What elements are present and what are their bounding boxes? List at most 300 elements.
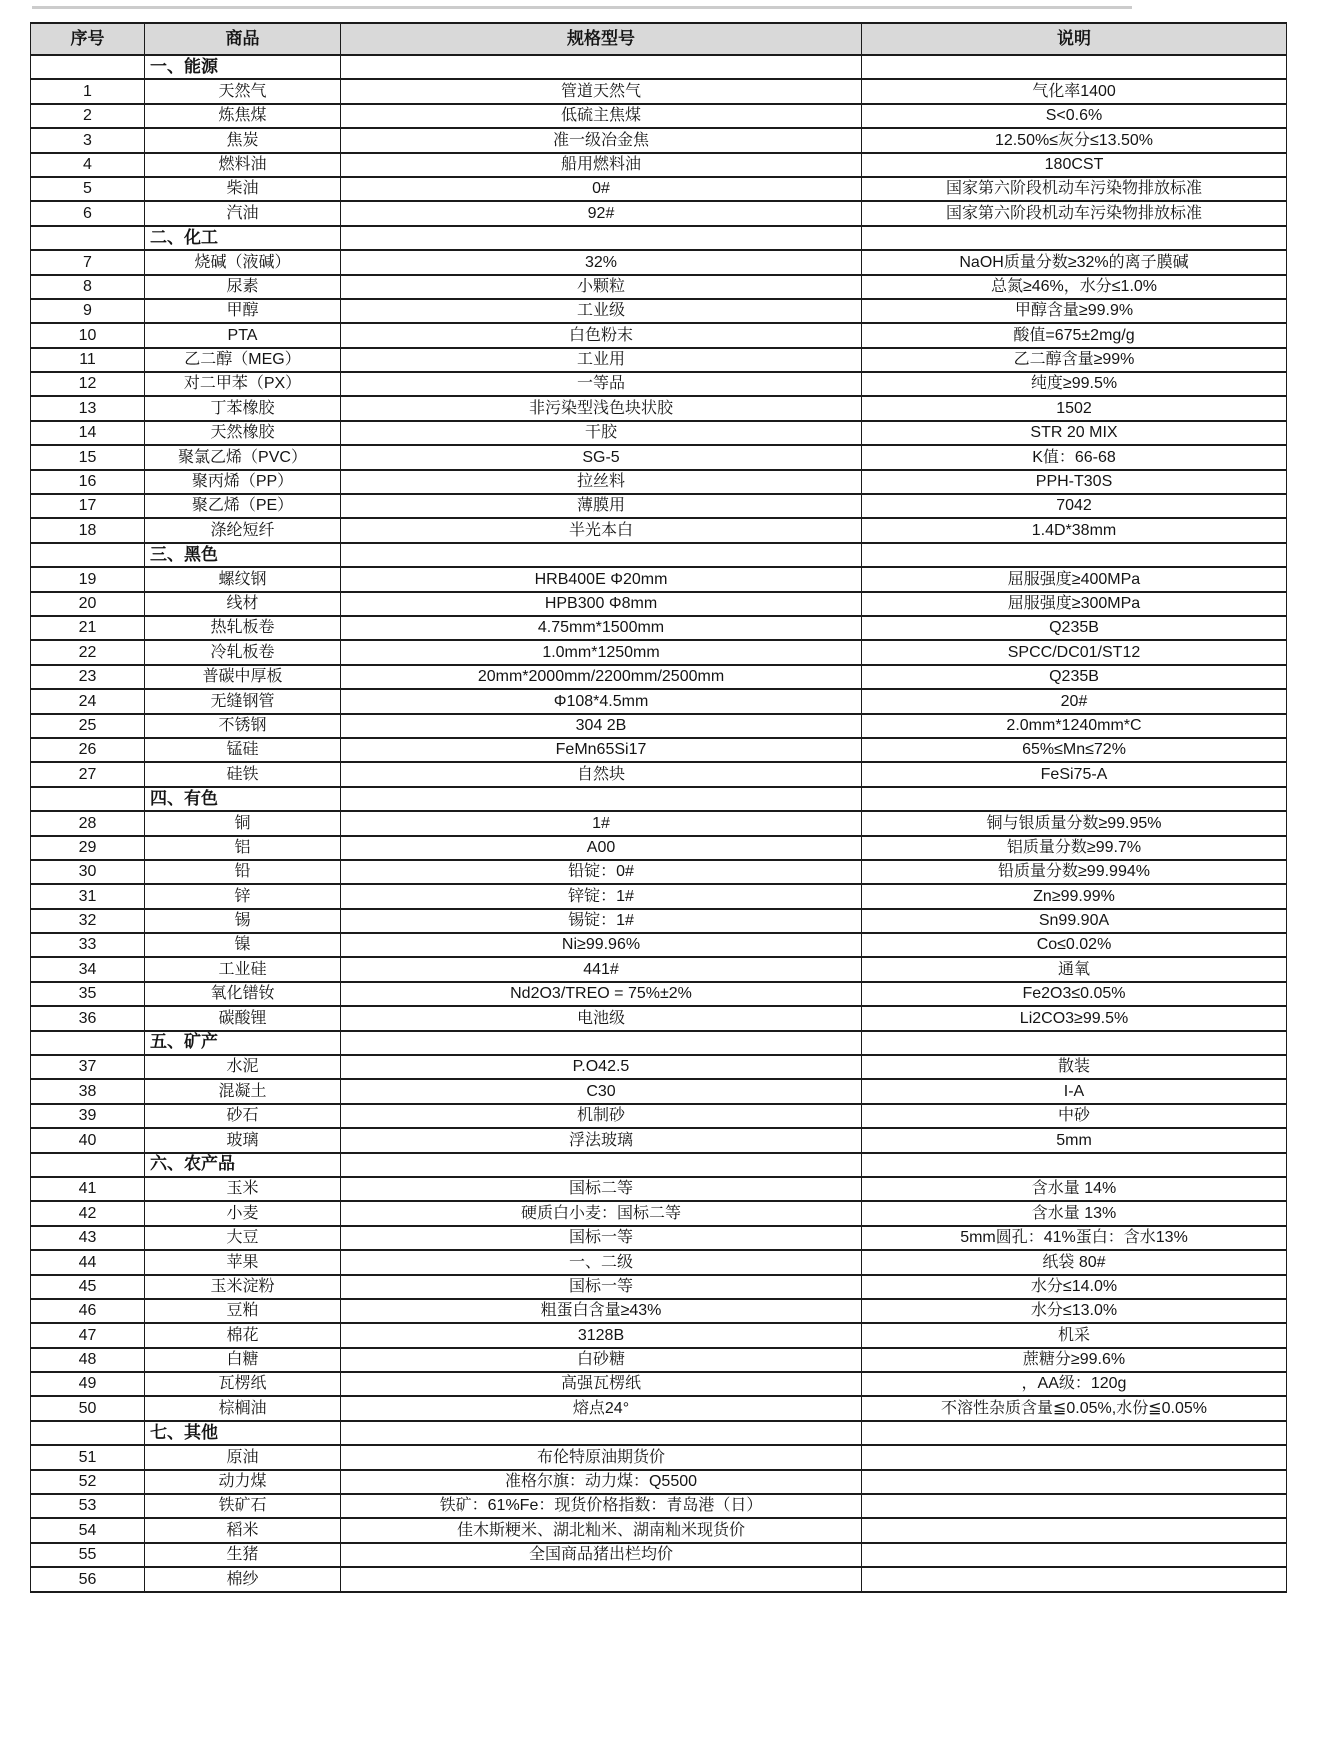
cell-spec: 薄膜用: [341, 494, 862, 518]
cell-desc-empty: [862, 226, 1287, 250]
cell-commodity: 燃料油: [145, 153, 341, 177]
table-row: [31, 201, 1287, 225]
cell-serial: 56: [31, 1567, 145, 1591]
table-row: [31, 909, 1287, 933]
cell-desc-empty: [862, 55, 1287, 79]
cell-serial: 36: [31, 1006, 145, 1030]
cell-spec: 管道天然气: [341, 79, 862, 103]
cell-spec: 1.0mm*1250mm: [341, 640, 862, 664]
cell-serial: 17: [31, 494, 145, 518]
cell-desc: 水分≤14.0%: [862, 1275, 1287, 1299]
table-row: [31, 982, 1287, 1006]
cell-spec-empty: [341, 787, 862, 811]
table-row: [31, 1396, 1287, 1420]
cell-serial: 14: [31, 421, 145, 445]
cell-serial: 2: [31, 104, 145, 128]
cell-serial: 19: [31, 567, 145, 591]
table-row: [31, 1250, 1287, 1274]
header-row: [31, 23, 1287, 55]
table-row: [31, 665, 1287, 689]
cell-commodity: 尿素: [145, 275, 341, 299]
cell-spec: 304 2B: [341, 714, 862, 738]
table-row: [31, 1543, 1287, 1567]
cell-desc: Co≤0.02%: [862, 933, 1287, 957]
cell-spec: 浮法玻璃: [341, 1128, 862, 1152]
cell-desc: 1.4D*38mm: [862, 518, 1287, 542]
cell-serial: 37: [31, 1055, 145, 1079]
cell-spec: 干胶: [341, 421, 862, 445]
cell-commodity: 硅铁: [145, 762, 341, 786]
cell-desc: [862, 1543, 1287, 1567]
header-serial: 序号: [31, 23, 145, 55]
cell-serial-empty: [31, 787, 145, 811]
table-row: [31, 177, 1287, 201]
table-row: [31, 1372, 1287, 1396]
cell-desc: ，AA级：120g: [862, 1372, 1287, 1396]
cell-commodity: 线材: [145, 592, 341, 616]
cell-serial: 31: [31, 884, 145, 908]
cell-commodity: 锰硅: [145, 738, 341, 762]
table-row: [31, 153, 1287, 177]
cell-spec: 电池级: [341, 1006, 862, 1030]
table-row: [31, 299, 1287, 323]
cell-serial: 40: [31, 1128, 145, 1152]
section-row: [31, 543, 1287, 567]
section-label: 五、矿产: [145, 1031, 341, 1055]
table-row: [31, 592, 1287, 616]
cell-serial: 28: [31, 811, 145, 835]
cell-serial: 5: [31, 177, 145, 201]
cell-serial: 21: [31, 616, 145, 640]
cell-commodity: 铅: [145, 860, 341, 884]
cell-spec: Nd2O3/TREO = 75%±2%: [341, 982, 862, 1006]
table-row: [31, 1494, 1287, 1518]
cell-serial: 3: [31, 128, 145, 152]
cell-spec: HRB400E Φ20mm: [341, 567, 862, 591]
table-row: [31, 1445, 1287, 1469]
cell-spec: 铁矿：61%Fe：现货价格指数：青岛港（日）: [341, 1494, 862, 1518]
cell-desc: 铝质量分数≥99.7%: [862, 836, 1287, 860]
cell-commodity: 白糖: [145, 1348, 341, 1372]
cell-serial: 53: [31, 1494, 145, 1518]
cell-desc: 5mm圆孔：41%蛋白：含水13%: [862, 1226, 1287, 1250]
cell-commodity: 汽油: [145, 201, 341, 225]
cell-serial: 34: [31, 957, 145, 981]
table-row: [31, 714, 1287, 738]
cell-serial: 55: [31, 1543, 145, 1567]
cell-commodity: 柴油: [145, 177, 341, 201]
cell-desc: [862, 1494, 1287, 1518]
cell-serial: 33: [31, 933, 145, 957]
cell-commodity: 动力煤: [145, 1470, 341, 1494]
cell-commodity: 砂石: [145, 1104, 341, 1128]
cell-serial: 51: [31, 1445, 145, 1469]
cell-desc: NaOH质量分数≥32%的离子膜碱: [862, 250, 1287, 274]
cell-serial: 46: [31, 1299, 145, 1323]
cell-spec: 国标一等: [341, 1275, 862, 1299]
cell-desc: 蔗糖分≥99.6%: [862, 1348, 1287, 1372]
cell-desc: 7042: [862, 494, 1287, 518]
cell-desc: 铅质量分数≥99.994%: [862, 860, 1287, 884]
cell-spec: 准一级冶金焦: [341, 128, 862, 152]
cell-serial: 1: [31, 79, 145, 103]
cell-desc: 65%≤Mn≤72%: [862, 738, 1287, 762]
cell-desc: 气化率1400: [862, 79, 1287, 103]
cell-commodity: 棉花: [145, 1323, 341, 1347]
cell-serial: 54: [31, 1518, 145, 1542]
cell-serial: 15: [31, 445, 145, 469]
cell-desc: 纸袋 80#: [862, 1250, 1287, 1274]
cell-commodity: 生猪: [145, 1543, 341, 1567]
table-row: [31, 250, 1287, 274]
section-row: [31, 1153, 1287, 1177]
cell-spec: 小颗粒: [341, 275, 862, 299]
cell-desc: STR 20 MIX: [862, 421, 1287, 445]
cell-spec: 铅锭：0#: [341, 860, 862, 884]
cell-commodity: 铝: [145, 836, 341, 860]
table-row: [31, 640, 1287, 664]
cell-commodity: 瓦楞纸: [145, 1372, 341, 1396]
cell-spec: 1#: [341, 811, 862, 835]
cell-commodity: 聚乙烯（PE）: [145, 494, 341, 518]
cell-serial: 9: [31, 299, 145, 323]
table-row: [31, 128, 1287, 152]
cell-serial: 10: [31, 323, 145, 347]
cell-desc: S<0.6%: [862, 104, 1287, 128]
section-row: [31, 55, 1287, 79]
table-row: [31, 1055, 1287, 1079]
cell-commodity: 苹果: [145, 1250, 341, 1274]
cell-spec-empty: [341, 55, 862, 79]
cell-spec: 全国商品猪出栏均价: [341, 1543, 862, 1567]
cell-commodity: 铜: [145, 811, 341, 835]
cell-desc: PPH-T30S: [862, 470, 1287, 494]
cell-serial: 35: [31, 982, 145, 1006]
cell-desc: 不溶性杂质含量≦0.05%,水份≦0.05%: [862, 1396, 1287, 1420]
cell-serial: 8: [31, 275, 145, 299]
table-row: [31, 1275, 1287, 1299]
cell-spec: 粗蛋白含量≥43%: [341, 1299, 862, 1323]
cell-serial: 18: [31, 518, 145, 542]
cell-desc: Fe2O3≤0.05%: [862, 982, 1287, 1006]
cell-spec: Ni≥99.96%: [341, 933, 862, 957]
cell-commodity: 氧化镨钕: [145, 982, 341, 1006]
section-label: 七、其他: [145, 1421, 341, 1445]
header-desc: 说明: [862, 23, 1287, 55]
cell-spec: 国标一等: [341, 1226, 862, 1250]
cell-commodity: 热轧板卷: [145, 616, 341, 640]
header-spec: 规格型号: [341, 23, 862, 55]
cell-serial: 4: [31, 153, 145, 177]
section-label: 六、农产品: [145, 1153, 341, 1177]
cell-commodity: 螺纹钢: [145, 567, 341, 591]
table-row: [31, 1226, 1287, 1250]
cell-commodity: 稻米: [145, 1518, 341, 1542]
cell-spec: 布伦特原油期货价: [341, 1445, 862, 1469]
cell-commodity: 无缝钢管: [145, 689, 341, 713]
table-row: [31, 1128, 1287, 1152]
cell-serial: 16: [31, 470, 145, 494]
cell-serial-empty: [31, 543, 145, 567]
scan-artifact-line: [32, 6, 1132, 9]
cell-serial-empty: [31, 1031, 145, 1055]
cell-serial: 29: [31, 836, 145, 860]
cell-desc: 通氧: [862, 957, 1287, 981]
cell-commodity: 玻璃: [145, 1128, 341, 1152]
cell-commodity: 锡: [145, 909, 341, 933]
cell-desc: 含水量 13%: [862, 1201, 1287, 1225]
cell-spec: 硬质白小麦：国标二等: [341, 1201, 862, 1225]
cell-serial: 44: [31, 1250, 145, 1274]
cell-spec: 工业用: [341, 348, 862, 372]
commodity-spec-table: [30, 22, 1287, 1593]
cell-commodity: 混凝土: [145, 1079, 341, 1103]
cell-spec-empty: [341, 1031, 862, 1055]
cell-commodity: 铁矿石: [145, 1494, 341, 1518]
section-label: 一、能源: [145, 55, 341, 79]
table-row: [31, 738, 1287, 762]
cell-commodity: 聚丙烯（PP）: [145, 470, 341, 494]
cell-desc: 含水量 14%: [862, 1177, 1287, 1201]
cell-serial: 39: [31, 1104, 145, 1128]
cell-desc-empty: [862, 1031, 1287, 1055]
cell-serial: 52: [31, 1470, 145, 1494]
header-commodity: 商品: [145, 23, 341, 55]
table-row: [31, 933, 1287, 957]
cell-commodity: 天然橡胶: [145, 421, 341, 445]
table-row: [31, 811, 1287, 835]
cell-serial: 20: [31, 592, 145, 616]
cell-commodity: 豆粕: [145, 1299, 341, 1323]
cell-spec: 非污染型浅色块状胶: [341, 396, 862, 420]
table-row: [31, 762, 1287, 786]
table-row: [31, 1348, 1287, 1372]
cell-desc: [862, 1470, 1287, 1494]
cell-commodity: 锌: [145, 884, 341, 908]
section-label: 三、黑色: [145, 543, 341, 567]
cell-serial-empty: [31, 226, 145, 250]
cell-spec: SG-5: [341, 445, 862, 469]
cell-desc: 中砂: [862, 1104, 1287, 1128]
cell-spec: 低硫主焦煤: [341, 104, 862, 128]
cell-desc: K值：66-68: [862, 445, 1287, 469]
cell-spec: 白砂糖: [341, 1348, 862, 1372]
cell-desc: 1502: [862, 396, 1287, 420]
cell-spec-empty: [341, 543, 862, 567]
cell-serial: 42: [31, 1201, 145, 1225]
table-row: [31, 616, 1287, 640]
table-row: [31, 1201, 1287, 1225]
cell-spec: A00: [341, 836, 862, 860]
section-row: [31, 787, 1287, 811]
cell-serial: 12: [31, 372, 145, 396]
cell-spec-empty: [341, 226, 862, 250]
table-row: [31, 836, 1287, 860]
cell-commodity: 涤纶短纤: [145, 518, 341, 542]
cell-desc: FeSi75-A: [862, 762, 1287, 786]
cell-serial: 41: [31, 1177, 145, 1201]
cell-desc: 机采: [862, 1323, 1287, 1347]
cell-desc: 20#: [862, 689, 1287, 713]
cell-desc: Q235B: [862, 616, 1287, 640]
cell-serial: 38: [31, 1079, 145, 1103]
cell-desc: 屈服强度≥300MPa: [862, 592, 1287, 616]
cell-serial: 22: [31, 640, 145, 664]
cell-desc: 12.50%≤灰分≤13.50%: [862, 128, 1287, 152]
cell-commodity: 玉米: [145, 1177, 341, 1201]
cell-commodity: 玉米淀粉: [145, 1275, 341, 1299]
table-row: [31, 470, 1287, 494]
cell-serial: 32: [31, 909, 145, 933]
section-row: [31, 1421, 1287, 1445]
cell-desc: I-A: [862, 1079, 1287, 1103]
table-row: [31, 1079, 1287, 1103]
cell-desc: 5mm: [862, 1128, 1287, 1152]
cell-desc: 总氮≥46%，水分≤1.0%: [862, 275, 1287, 299]
cell-commodity: 丁苯橡胶: [145, 396, 341, 420]
cell-desc: 铜与银质量分数≥99.95%: [862, 811, 1287, 835]
cell-serial: 25: [31, 714, 145, 738]
cell-spec: 高强瓦楞纸: [341, 1372, 862, 1396]
cell-serial: 13: [31, 396, 145, 420]
cell-serial-empty: [31, 1153, 145, 1177]
cell-desc: 国家第六阶段机动车污染物排放标准: [862, 201, 1287, 225]
table-row: [31, 1006, 1287, 1030]
section-label: 四、有色: [145, 787, 341, 811]
table-row: [31, 1470, 1287, 1494]
cell-spec: 32%: [341, 250, 862, 274]
table-row: [31, 348, 1287, 372]
cell-desc: 散装: [862, 1055, 1287, 1079]
section-row: [31, 226, 1287, 250]
table-row: [31, 1567, 1287, 1591]
cell-spec: 0#: [341, 177, 862, 201]
cell-serial: 49: [31, 1372, 145, 1396]
cell-commodity: 甲醇: [145, 299, 341, 323]
cell-desc: Zn≥99.99%: [862, 884, 1287, 908]
cell-desc: SPCC/DC01/ST12: [862, 640, 1287, 664]
cell-desc: 乙二醇含量≥99%: [862, 348, 1287, 372]
cell-spec: P.O42.5: [341, 1055, 862, 1079]
cell-commodity: 原油: [145, 1445, 341, 1469]
table-row: [31, 79, 1287, 103]
table-row: [31, 104, 1287, 128]
cell-serial: 24: [31, 689, 145, 713]
cell-commodity: 工业硅: [145, 957, 341, 981]
cell-commodity: 棉纱: [145, 1567, 341, 1591]
cell-desc-empty: [862, 1153, 1287, 1177]
cell-commodity: 乙二醇（MEG）: [145, 348, 341, 372]
cell-serial: 43: [31, 1226, 145, 1250]
cell-spec-empty: [341, 1153, 862, 1177]
cell-serial: 6: [31, 201, 145, 225]
section-label: 二、化工: [145, 226, 341, 250]
cell-desc: Li2CO3≥99.5%: [862, 1006, 1287, 1030]
table-row: [31, 860, 1287, 884]
cell-serial: 30: [31, 860, 145, 884]
cell-spec: 工业级: [341, 299, 862, 323]
table-row: [31, 689, 1287, 713]
cell-desc-empty: [862, 1421, 1287, 1445]
cell-desc: 180CST: [862, 153, 1287, 177]
cell-spec-empty: [341, 1421, 862, 1445]
cell-desc: 屈服强度≥400MPa: [862, 567, 1287, 591]
table-row: [31, 275, 1287, 299]
cell-commodity: 天然气: [145, 79, 341, 103]
cell-spec: 自然块: [341, 762, 862, 786]
cell-commodity: 棕榈油: [145, 1396, 341, 1420]
cell-commodity: 炼焦煤: [145, 104, 341, 128]
cell-spec: 白色粉末: [341, 323, 862, 347]
cell-commodity: 镍: [145, 933, 341, 957]
cell-desc: 甲醇含量≥99.9%: [862, 299, 1287, 323]
cell-commodity: 烧碱（液碱）: [145, 250, 341, 274]
cell-commodity: 小麦: [145, 1201, 341, 1225]
cell-commodity: 不锈钢: [145, 714, 341, 738]
cell-spec: 3128B: [341, 1323, 862, 1347]
cell-serial: 27: [31, 762, 145, 786]
cell-desc: 纯度≥99.5%: [862, 372, 1287, 396]
cell-serial: 48: [31, 1348, 145, 1372]
table-row: [31, 323, 1287, 347]
table-row: [31, 957, 1287, 981]
cell-desc: 酸值=675±2mg/g: [862, 323, 1287, 347]
cell-desc: Sn99.90A: [862, 909, 1287, 933]
cell-serial: 7: [31, 250, 145, 274]
cell-commodity: PTA: [145, 323, 341, 347]
cell-spec: 一、二级: [341, 1250, 862, 1274]
cell-spec: 一等品: [341, 372, 862, 396]
cell-spec: [341, 1567, 862, 1591]
table-row: [31, 1104, 1287, 1128]
section-row: [31, 1031, 1287, 1055]
cell-serial-empty: [31, 1421, 145, 1445]
cell-spec: Φ108*4.5mm: [341, 689, 862, 713]
cell-spec: FeMn65Si17: [341, 738, 862, 762]
cell-spec: 准格尔旗：动力煤：Q5500: [341, 1470, 862, 1494]
cell-serial-empty: [31, 55, 145, 79]
cell-spec: HPB300 Φ8mm: [341, 592, 862, 616]
table-row: [31, 1323, 1287, 1347]
cell-spec: 锡锭：1#: [341, 909, 862, 933]
cell-desc: 2.0mm*1240mm*C: [862, 714, 1287, 738]
cell-serial: 47: [31, 1323, 145, 1347]
table-body: [31, 55, 1287, 1592]
table-row: [31, 567, 1287, 591]
cell-spec: 国标二等: [341, 1177, 862, 1201]
table-row: [31, 1299, 1287, 1323]
cell-spec: 锌锭：1#: [341, 884, 862, 908]
cell-spec: C30: [341, 1079, 862, 1103]
cell-desc: [862, 1567, 1287, 1591]
cell-serial: 26: [31, 738, 145, 762]
cell-desc: [862, 1445, 1287, 1469]
cell-spec: 441#: [341, 957, 862, 981]
table-row: [31, 372, 1287, 396]
cell-spec: 半光本白: [341, 518, 862, 542]
table-row: [31, 518, 1287, 542]
cell-commodity: 普碳中厚板: [145, 665, 341, 689]
table-row: [31, 396, 1287, 420]
cell-spec: 20mm*2000mm/2200mm/2500mm: [341, 665, 862, 689]
cell-desc: [862, 1518, 1287, 1542]
cell-desc-empty: [862, 787, 1287, 811]
cell-desc-empty: [862, 543, 1287, 567]
cell-commodity: 对二甲苯（PX）: [145, 372, 341, 396]
cell-commodity: 碳酸锂: [145, 1006, 341, 1030]
cell-commodity: 冷轧板卷: [145, 640, 341, 664]
cell-spec: 佳木斯粳米、湖北籼米、湖南籼米现货价: [341, 1518, 862, 1542]
